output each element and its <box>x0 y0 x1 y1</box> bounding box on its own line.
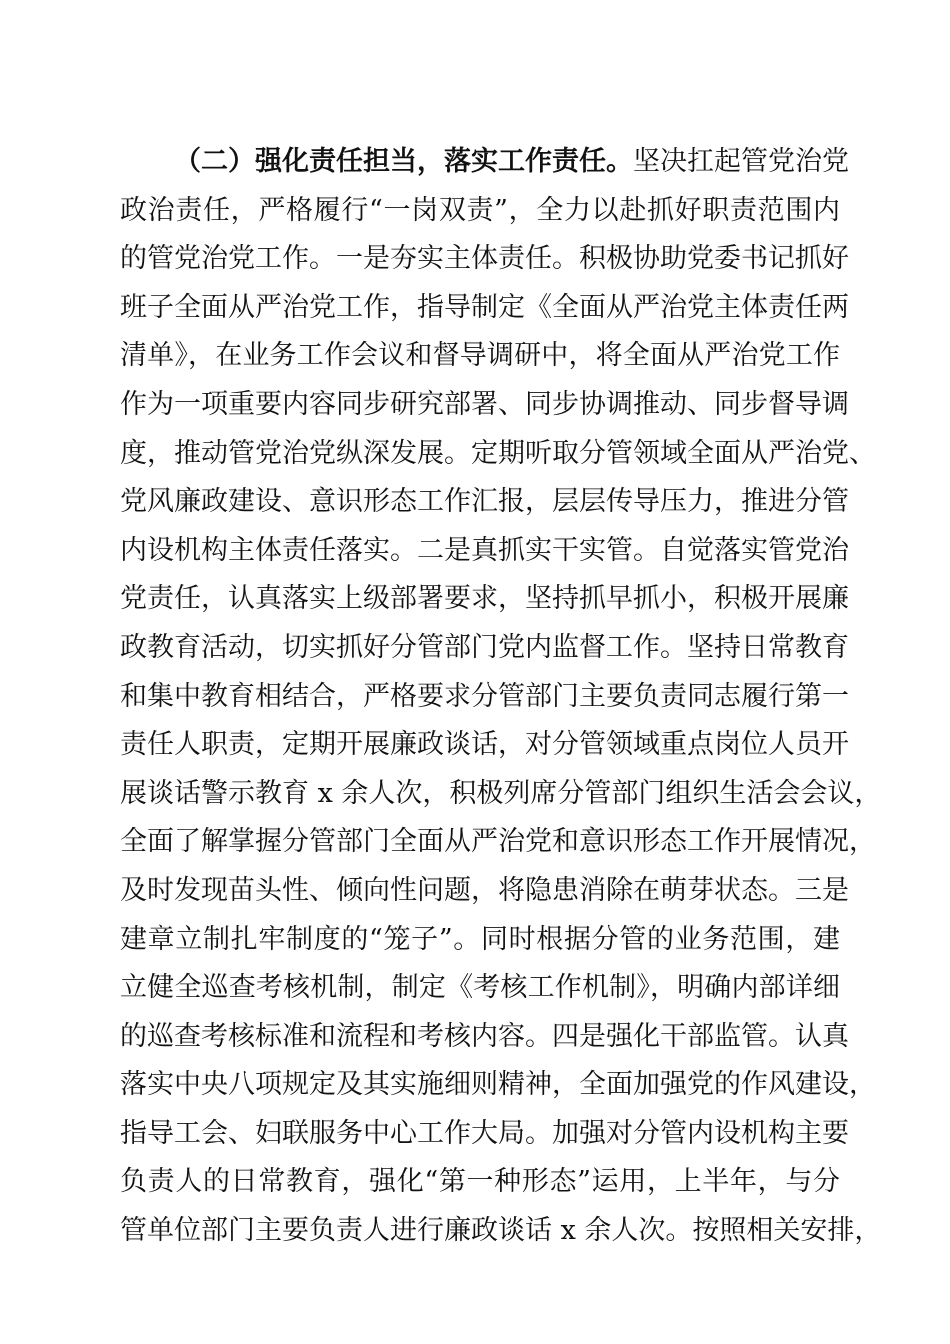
paragraph-line-1 <box>120 138 849 187</box>
paragraph-line-5: 清单》，在业务工作会议和督导调研中，将全面从严治党工作 <box>120 340 840 372</box>
paragraph-line-4: 班子全面从严治党工作，指导制定《全面从严治党主体责任两 <box>120 291 849 323</box>
paragraph-line-19: 的巡查考核标准和流程和考核内容。四是强化干部监管。认真 <box>120 1020 849 1052</box>
paragraph-line-16: 及时发现苗头性、倾向性问题，将隐患消除在萌芽状态。三是 <box>120 874 849 906</box>
paragraph-line-17: 建章立制扎牢制度的“笼子”。同时根据分管的业务范围，建 <box>120 923 840 955</box>
paragraph-line-14: 展谈话警示教育 x 余人次，积极列席分管部门组织生活会会议， <box>120 777 882 809</box>
paragraph-line-2: 政治责任，严格履行“一岗双责”，全力以赴抓好职责范围内 <box>120 194 840 226</box>
body-paragraph <box>120 138 882 1256</box>
paragraph-line-13: 责任人职责，定期开展廉政谈话，对分管领域重点岗位人员开 <box>120 729 849 761</box>
paragraph-line-18: 立健全巡查考核机制，制定《考核工作机制》，明确内部详细 <box>120 972 840 1004</box>
paragraph-line-9: 内设机构主体责任落实。二是真抓实干实管。自觉落实管党治 <box>120 534 849 566</box>
line-1-text: 坚决扛起管党治党 <box>633 146 849 177</box>
paragraph-line-12: 和集中教育相结合，严格要求分管部门主要负责同志履行第一 <box>120 680 849 712</box>
paragraph-line-6: 作为一项重要内容同步研究部署、同步协调推动、同步督导调 <box>120 388 849 420</box>
paragraph-line-8: 党风廉政建设、意识形态工作汇报，层层传导压力，推进分管 <box>120 486 849 518</box>
paragraph-line-7: 度，推动管党治党纵深发展。定期听取分管领域全面从严治党、 <box>120 437 876 469</box>
paragraph-line-11: 政教育活动，切实抓好分管部门党内监督工作。坚持日常教育 <box>120 631 849 663</box>
paragraph-line-22: 负责人的日常教育，强化“第一种形态”运用，上半年，与分 <box>120 1166 840 1198</box>
paragraph-line-15: 全面了解掌握分管部门全面从严治党和意识形态工作开展情况， <box>120 826 876 858</box>
paragraph-line-21: 指导工会、妇联服务中心工作大局。加强对分管内设机构主要 <box>120 1117 849 1149</box>
paragraph-line-23: 管单位部门主要负责人进行廉政谈话 x 余人次。按照相关安排， <box>120 1215 882 1247</box>
paragraph-line-10: 党责任，认真落实上级部署要求，坚持抓早抓小，积极开展廉 <box>120 583 849 615</box>
section-heading: （二）强化责任担当，落实工作责任。 <box>174 146 633 177</box>
paragraph-line-20: 落实中央八项规定及其实施细则精神，全面加强党的作风建设， <box>120 1069 876 1101</box>
paragraph-line-3: 的管党治党工作。一是夯实主体责任。积极协助党委书记抓好 <box>120 243 849 275</box>
